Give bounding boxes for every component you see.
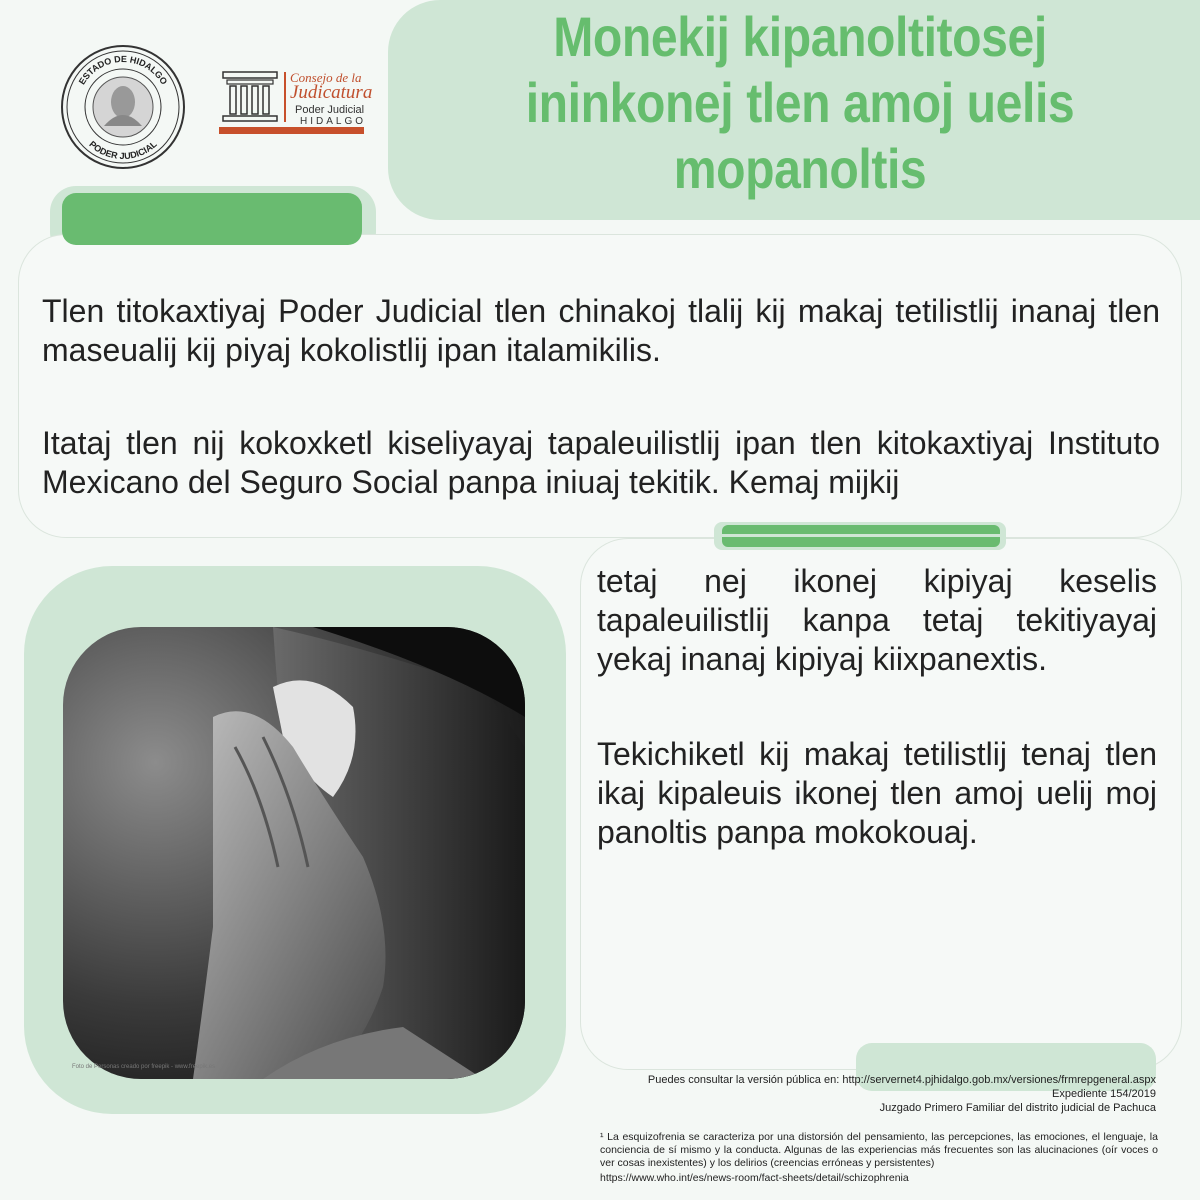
page-title: Monekij kipanoltitosej ininkonej tlen amoj uelis mopanoltis	[525, 5, 1075, 200]
photo-credit: Foto de Personas creado por freepik - www.freepik.es	[72, 1064, 216, 1070]
footer-juzgado: Juzgado Primero Familiar del distrito judicial de Pachuca	[879, 1102, 1156, 1114]
consejo-line1: Consejo de la	[290, 70, 362, 85]
footer-consult-link[interactable]: Puedes consultar la versión pública en: http://servernet4.pjhidalgo.gob.mx/versiones/frmrepgeneral.aspx	[647, 1074, 1156, 1086]
footer-expediente: Expediente 154/2019	[1052, 1088, 1156, 1100]
paragraph-4: Tekichiketl kij makaj tetilistlij tenaj tlen ikaj kipaleuis ikonej tlen amoj uelij moj panoltis panpa mokokouaj.	[597, 736, 1157, 850]
seal-top-text: ESTADO DE HIDALGO	[76, 53, 170, 87]
footnote-text: ¹ La esquizofrenia se caracteriza por una distorsión del pensamiento, las percepciones, las emociones, el lenguaje, la conciencia de sí mismo y la conducta. Algunas de las experiencias más frecuentes son las alucinaciones (oír voces o ver cosas inexistentes) y los delirios (creencias erróneas y persistentes)	[600, 1131, 1158, 1169]
decorative-pill-2-line	[722, 534, 1000, 537]
paragraph-2: Itataj tlen nij kokoxketl kiseliyayaj tapaleuilistlij ipan tlen kitokaxtiyaj Instituto Mexicano del Seguro Social panpa iniuaj tekitik. Kemaj mijkij	[42, 425, 1160, 500]
person-blowing-nose-photo	[63, 627, 525, 1079]
consejo-divider	[284, 72, 286, 122]
consejo-line4: HIDALGO	[300, 116, 367, 127]
paragraph-3: tetaj nej ikonej kipiyaj keselis tapaleuilistlij kanpa tetaj tekitiyayaj yekaj inanaj kipiyaj kiixpanextis.	[597, 563, 1157, 677]
paragraph-1: Tlen titokaxtiyaj Poder Judicial tlen chinakoj tlalij kij makaj tetilistlij inanaj tlen maseualij kij piyaj kokolistlij ipan italamikilis.	[42, 293, 1160, 368]
poder-judicial-seal-logo	[60, 44, 186, 170]
consejo-orange-bar	[219, 127, 364, 134]
consejo-building-icon	[219, 70, 281, 124]
footnote-url[interactable]: https://www.who.int/es/news-room/fact-sheets/detail/schizophrenia	[600, 1172, 909, 1184]
seal-bottom-text: PODER JUDICIAL	[87, 138, 159, 162]
consejo-line3: Poder Judicial	[295, 104, 365, 116]
consejo-line2: Judicatura	[290, 82, 373, 103]
svg-text:PODER JUDICIAL	[87, 139, 159, 161]
decorative-pill-inner	[62, 193, 362, 245]
photo-illustration	[63, 627, 525, 1079]
